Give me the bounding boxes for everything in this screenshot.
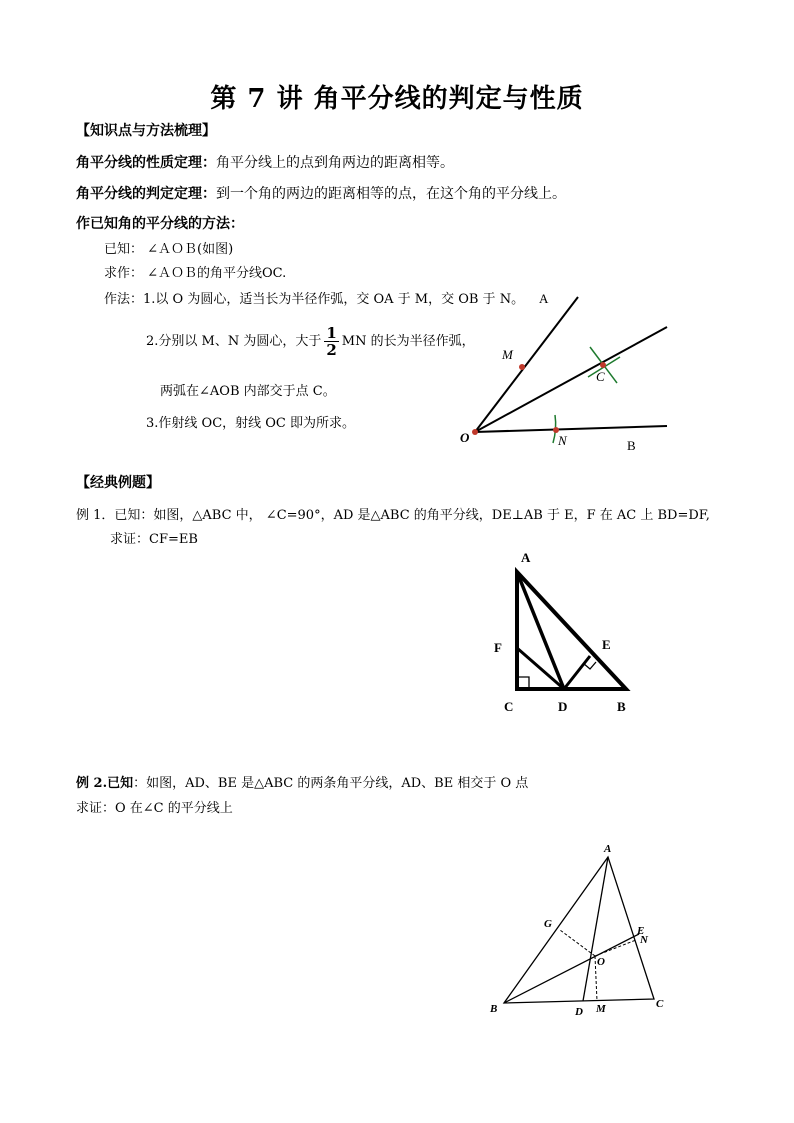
label-O: O [460,430,470,445]
fraction-numerator: 1 [326,324,337,342]
label-A: A [521,550,531,565]
method-given: 已知： ∠ＡＯＢ(如图) [104,242,234,257]
segment-AD [583,857,608,1001]
point-M [519,364,525,370]
example2-lead: 例 2.已知 [76,776,134,791]
segment-AD [517,572,564,689]
section-heading-knowledge: 【知识点与方法梳理】 [76,123,216,139]
property-label: 角平分线的性质定理： [76,155,216,171]
label-O: O [597,956,605,968]
criterion-theorem [76,183,566,203]
triangle-ABC [504,857,654,1003]
perpendicular-ON [595,940,636,956]
label-A: A [604,843,612,855]
label-G: G [544,918,552,930]
method-step2 [146,322,475,362]
triangle-ABC [517,572,626,689]
ray-OC [475,327,667,432]
point-O [472,429,478,435]
perpendicular-OG [560,930,595,956]
segment-BE [504,934,639,1003]
ray-OB [475,426,667,432]
segment-DE [564,656,590,689]
example1-line2: 求证：CF=EB [110,532,198,547]
label-M: M [596,1003,606,1015]
example2-text: ：如图，AD、BE 是△ABC 的两条角平分线，AD、BE 相交于 O 点 [133,776,529,791]
label-D: D [558,699,568,714]
label-D: D [575,1006,583,1018]
method-step2-continuation: 两弧在∠AOB 内部交于点 C。 [160,384,336,399]
label-N: N [558,433,567,448]
figure-right-triangle [480,545,650,720]
method-heading: 作已知角的平分线的方法： [76,216,244,232]
example2-line1 [76,772,528,791]
label-C: C [656,998,664,1010]
page-title: 第 7 讲 角平分线的判定与性质 [210,84,584,114]
figure-angle-bisector-construction [450,285,680,455]
label-E: E [637,925,645,937]
property-text: 角平分线上的点到角两边的距离相等。 [216,155,454,171]
fraction-one-half [324,325,338,358]
label-C: C [504,699,514,714]
property-theorem [76,152,454,172]
label-B: B [627,438,636,453]
method-step1: 作法：1.以 O 为圆心，适当长为半径作弧，交 OA 于 M，交 OB 于 N。 [104,292,525,307]
example1-line1: 例 1．已知：如图，△ABC 中， ∠C=90°，AD 是△ABC 的角平分线，DE⊥AB 于 E，F 在 AC 上 BD=DF, [76,508,710,523]
method-step2-suffix: MN 的长为半径作弧， [341,334,475,349]
criterion-label: 角平分线的判定定理： [76,186,216,202]
point-C [600,362,606,368]
example2-line2: 求证：O 在∠C 的平分线上 [76,801,233,816]
method-step2-prefix: 2.分别以 M、N 为圆心，大于 [146,334,322,349]
fraction-denominator: 2 [326,341,337,359]
label-B: B [490,1003,498,1015]
label-B: B [617,699,626,714]
label-F: F [494,640,502,655]
method-construct: 求作： ∠ＡＯＢ的角平分线OC. [104,266,287,281]
label-E: E [602,637,611,652]
ray-OA [475,297,578,432]
right-angle-mark-C [519,677,529,687]
label-C: C [596,369,605,384]
label-N: N [640,934,648,946]
figure-triangle-bisectors [480,835,680,1020]
label-A: A [539,291,549,306]
method-step3: 3.作射线 OC，射线 OC 即为所求。 [146,416,356,431]
label-M: M [502,347,513,362]
criterion-text: 到一个角的两边的距离相等的点，在这个角的平分线上。 [216,186,566,202]
section-heading-examples: 【经典例题】 [76,475,160,491]
